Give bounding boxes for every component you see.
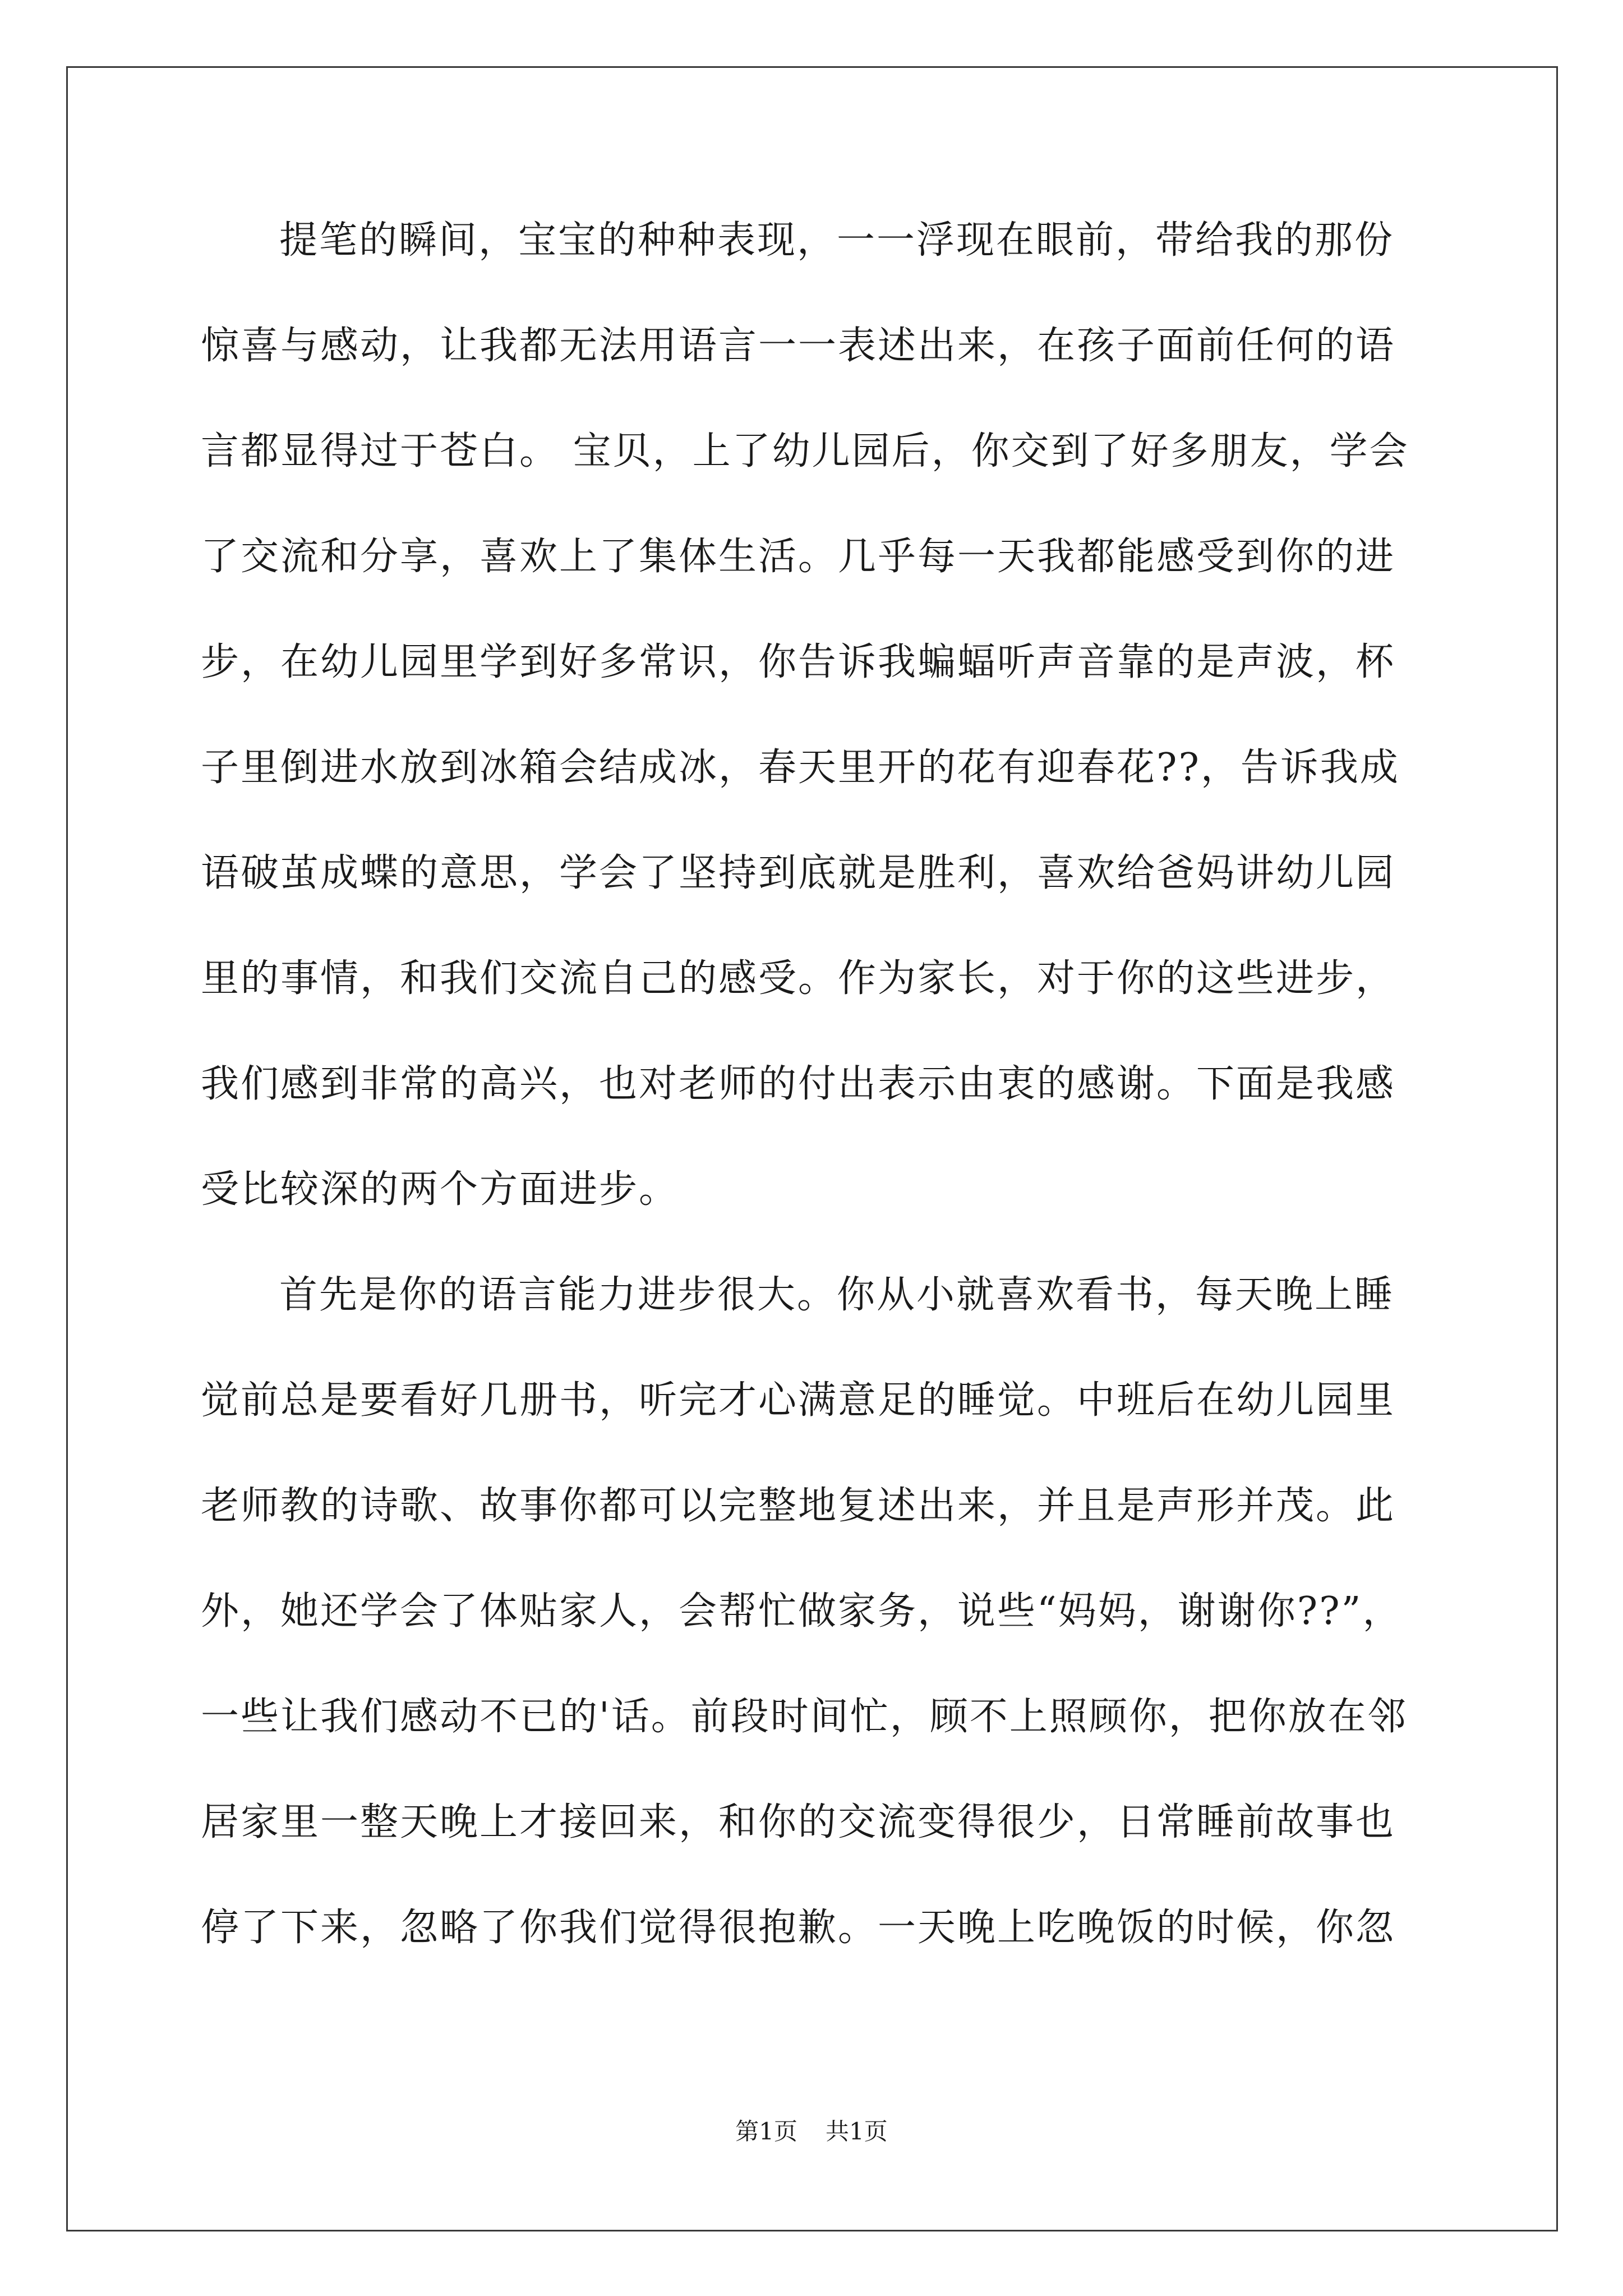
document-body (201, 218, 1435, 2014)
paragraph-1-line-5: 步，在幼儿园里学到好多常识，你告诉我蝙蝠听声音靠的是声波，杯 (201, 640, 1396, 684)
paragraph-2-line-2: 觉前总是要看好几册书，听完才心满意足的睡觉。中班后在幼儿园里 (201, 1378, 1396, 1423)
paragraph-1-line-4: 了交流和分享，喜欢上了集体生活。几乎每一天我都能感受到你的进 (201, 535, 1396, 579)
paragraph-2-line-1: 首先是你的语言能力进步很大。你从小就喜欢看书，每天晚上睡 (279, 1273, 1395, 1317)
paragraph-2-line-7: 停了下来，忽略了你我们觉得很抱歉。一天晚上吃晚饭的时候，你忽 (201, 1906, 1396, 1950)
paragraph-2-line-6: 居家里一整天晚上才接回来，和你的交流变得很少，日常睡前故事也 (201, 1800, 1396, 1844)
paragraph-2-line-4: 外，她还学会了体贴家人，会帮忙做家务，说些“妈妈，谢谢你??”， (201, 1589, 1403, 1634)
paragraph-1-line-10: 受比较深的两个方面进步。 (201, 1167, 679, 1212)
paragraph-1-line-6: 子里倒进水放到冰箱会结成冰，春天里开的花有迎春花??，告诉我成 (201, 746, 1400, 790)
page-number-label: 第1页 (735, 2118, 797, 2145)
paragraph-2-line-5: 一些让我们感动不已的'话。前段时间忙，顾不上照顾你，把你放在邻 (201, 1695, 1408, 1739)
page-total-label: 共1页 (826, 2118, 888, 2145)
paragraph-1-line-1: 提笔的瞬间，宝宝的种种表现，一一浮现在眼前，带给我的那份 (279, 218, 1395, 263)
paragraph-1-line-3: 言都显得过于苍白。 宝贝，上了幼儿园后，你交到了好多朋友，学会 (201, 429, 1409, 473)
paragraph-1-line-9: 我们感到非常的高兴，也对老师的付出表示由衷的感谢。下面是我感 (201, 1062, 1396, 1106)
page-footer (0, 2118, 1623, 2146)
paragraph-1-line-8: 里的事情，和我们交流自己的感受。作为家长，对于你的这些进步， (201, 956, 1396, 1001)
paragraph-1-line-7: 语破茧成蝶的意思，学会了坚持到底就是胜利，喜欢给爸妈讲幼儿园 (201, 851, 1396, 895)
paragraph-2-line-3: 老师教的诗歌、故事你都可以完整地复述出来，并且是声形并茂。此 (201, 1484, 1396, 1528)
paragraph-1-line-2: 惊喜与感动，让我都无法用语言一一表述出来，在孩子面前任何的语 (201, 324, 1396, 368)
